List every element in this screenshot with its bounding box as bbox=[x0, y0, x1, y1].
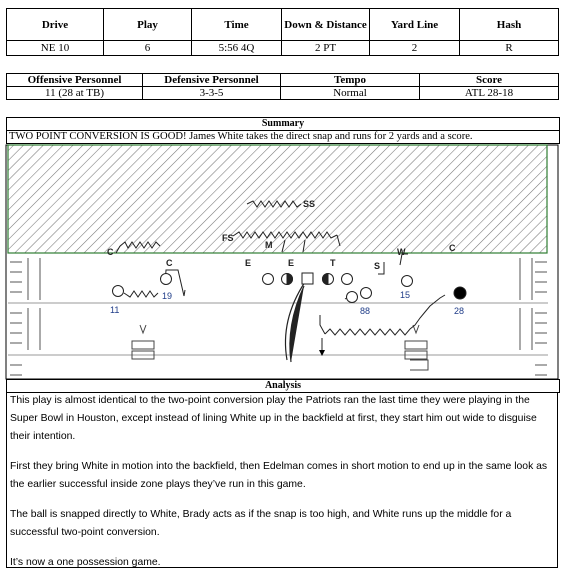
offense-player-rt bbox=[342, 274, 353, 285]
summary-text: TWO POINT CONVERSION IS GOOD! James White takes the direct snap and runs for 2 yards and a score. bbox=[6, 130, 560, 144]
defense-label-e-left: E bbox=[245, 258, 252, 268]
play-header: Play bbox=[104, 9, 192, 41]
score-value: ATL 28-18 bbox=[420, 87, 559, 100]
analysis-paragraph: This play is almost identical to the two-point conversion play the Patriots ran the last time they were playing in the Super Bowl in Houston, except instead of lining White up in the backfield at first, they start him out wide to disguise their intention. bbox=[10, 395, 537, 442]
offense-player-lt bbox=[263, 274, 274, 285]
summary-title: Summary bbox=[6, 117, 560, 131]
down-distance-value: 2 PT bbox=[282, 41, 370, 56]
jersey-15: 15 bbox=[400, 290, 411, 300]
defense-label-w: W bbox=[397, 247, 406, 257]
tempo-value: Normal bbox=[281, 87, 420, 100]
offense-player-28 bbox=[454, 287, 466, 299]
down-distance-header: Down & Distance bbox=[282, 9, 370, 41]
defense-label-m: M bbox=[265, 240, 273, 250]
jersey-28: 28 bbox=[454, 306, 465, 316]
jersey-11: 11 bbox=[110, 305, 120, 315]
analysis-title: Analysis bbox=[6, 379, 560, 393]
analysis-body bbox=[6, 392, 558, 568]
yard-line-value: 2 bbox=[370, 41, 460, 56]
offensive-personnel-value: 11 (28 at TB) bbox=[7, 87, 143, 100]
defense-label-t: T bbox=[330, 258, 336, 268]
defense-label-e-right: E bbox=[288, 258, 295, 268]
defense-label-s: S bbox=[374, 261, 381, 271]
analysis-paragraph: The ball is snapped directly to White, Brady acts as if the snap is too high, and White runs up the middle for a successful two-point conversion. bbox=[10, 509, 512, 538]
defense-label-c-right: C bbox=[449, 243, 456, 253]
time-header: Time bbox=[192, 9, 282, 41]
defense-label-c-left: C bbox=[107, 247, 114, 257]
drive-value: NE 10 bbox=[7, 41, 104, 56]
offense-player-11 bbox=[113, 286, 124, 297]
offense-player-15 bbox=[402, 276, 413, 287]
tempo-header: Tempo bbox=[281, 74, 420, 87]
offense-player-88 bbox=[347, 292, 358, 303]
offense-player-19 bbox=[161, 274, 172, 285]
defensive-personnel-value: 3-3-5 bbox=[143, 87, 281, 100]
defense-label-fs: FS bbox=[222, 233, 234, 243]
defensive-personnel-header: Defensive Personnel bbox=[143, 74, 281, 87]
drive-header: Drive bbox=[7, 9, 104, 41]
score-header: Score bbox=[420, 74, 559, 87]
jersey-19: 19 bbox=[162, 291, 173, 301]
analysis-paragraph: First they bring White in motion into the backfield, then Edelman comes in short motion to end up in the same look as the earlier successful inside zone plays they’ve run in this game. bbox=[10, 461, 548, 490]
hash-value: R bbox=[460, 41, 559, 56]
offense-player-te bbox=[361, 288, 372, 299]
hash-header: Hash bbox=[460, 9, 559, 41]
defense-label-ss: SS bbox=[303, 199, 316, 209]
time-value: 5:56 4Q bbox=[192, 41, 282, 56]
yard-line-header: Yard Line bbox=[370, 9, 460, 41]
jersey-88: 88 bbox=[360, 306, 371, 316]
analysis-paragraph: It’s now a one possession game. bbox=[10, 557, 161, 568]
offensive-personnel-header: Offensive Personnel bbox=[7, 74, 143, 87]
offense-center bbox=[302, 273, 313, 284]
end-zone bbox=[8, 145, 547, 253]
play-value: 6 bbox=[104, 41, 192, 56]
defense-label-c-inner: C bbox=[166, 258, 173, 268]
